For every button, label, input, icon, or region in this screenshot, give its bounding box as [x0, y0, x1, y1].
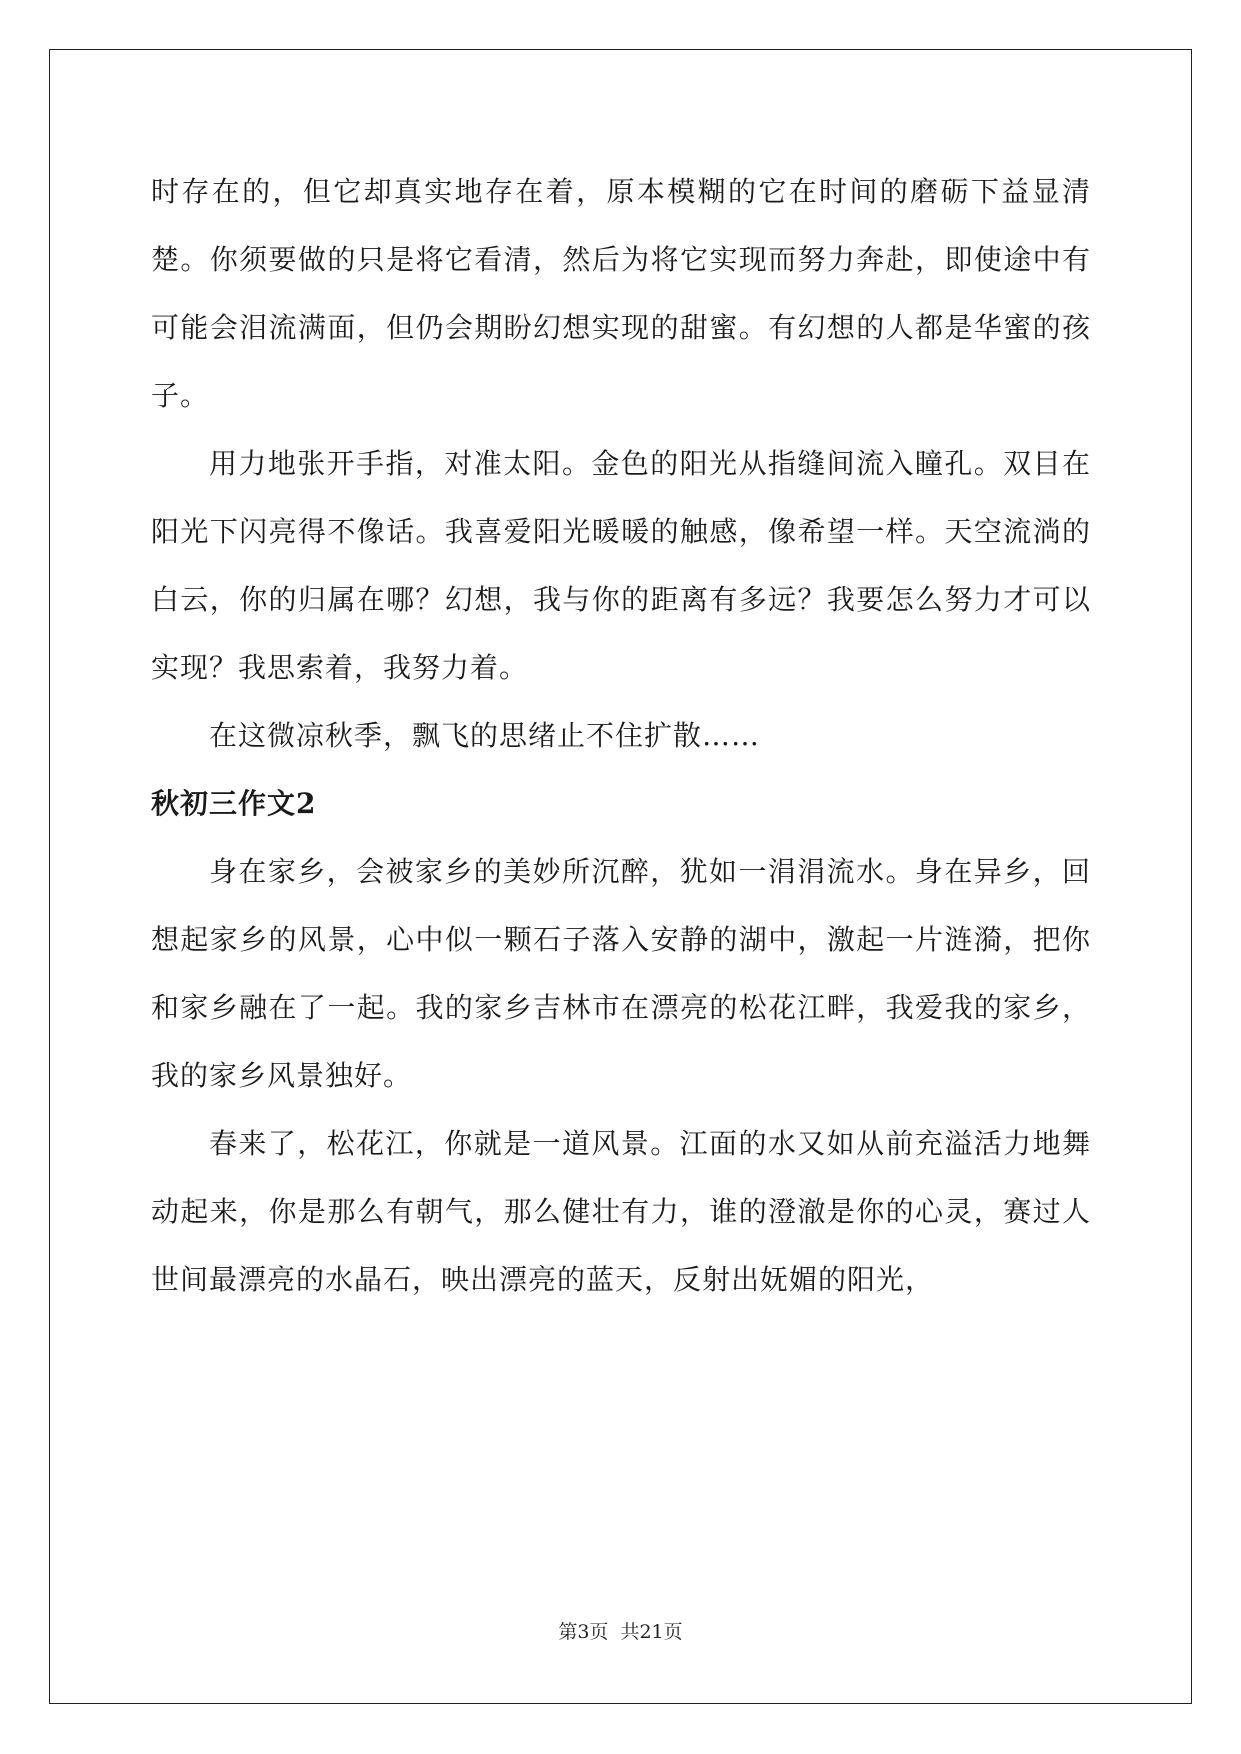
paragraph-autumn: 在这微凉秋季，飘飞的思绪止不住扩散……: [209, 719, 761, 752]
page-footer: [0, 1620, 1241, 1644]
page-total: 共21页: [620, 1621, 683, 1643]
paragraph-hometown: 身在家乡，会被家乡的美妙所沉醉，犹如一涓涓流水。身在异乡，回想起家乡的风景，心中似一颗石子落入安静的湖中，激起一片涟漪，把你和家乡融在了一起。我的家乡吉林市在漂亮的松花江畔，我爱我的家乡，我的家乡风景独好。: [151, 855, 1091, 1092]
document-body: [151, 158, 1091, 1314]
paragraph-spring: 春来了，松花江，你就是一道风景。江面的水又如从前充溢活力地舞动起来，你是那么有朝气，那么健壮有力，谁的澄澈是你的心灵，赛过人世间最漂亮的水晶石，映出漂亮的蓝天，反射出妩媚的阳光，: [151, 1127, 1091, 1296]
paragraph-continuation: 时存在的，但它却真实地存在着，原本模糊的它在时间的磨砺下益显清楚。你须要做的只是将它看清，然后为将它实现而努力奔赴，即使途中有可能会泪流满面，但仍会期盼幻想实现的甜蜜。有幻想的人都是华蜜的孩子。: [151, 175, 1091, 412]
paragraph-sunlight: 用力地张开手指，对准太阳。金色的阳光从指缝间流入瞳孔。双目在阳光下闪亮得不像话。我喜爱阳光暖暖的触感，像希望一样。天空流淌的白云，你的归属在哪？幻想，我与你的距离有多远？我要怎么努力才可以实现？我思索着，我努力着。: [151, 447, 1091, 684]
section-title: 秋初三作文2: [151, 787, 317, 820]
page-number: 第3页: [558, 1621, 609, 1643]
